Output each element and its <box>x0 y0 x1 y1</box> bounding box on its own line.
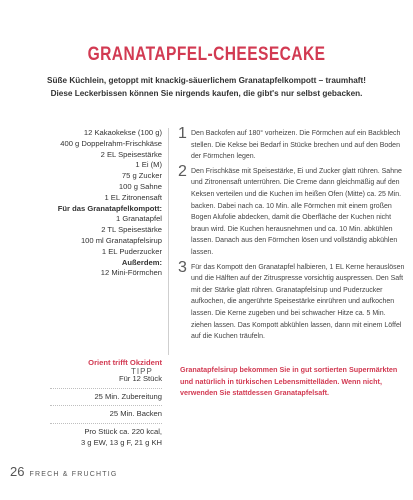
nutrition-info: 3 g EW, 13 g F, 21 g KH <box>80 437 162 447</box>
ingredient-item: 100 g Sahne <box>118 181 162 191</box>
bake-time: 25 Min. Backen <box>109 409 162 419</box>
page-number: 26 <box>10 464 25 479</box>
recipe-intro <box>24 74 389 100</box>
tipp-label: TIPP <box>131 367 153 376</box>
section-name: FRECH & FRUCHTIG <box>29 471 118 478</box>
step-text: Den Frischkäse mit Speisestärke, Ei und Zucker glatt rühren. Sahne und Zitronensaft unterrühren. Die Creme dann gleichmäßig auf den Keksen verteilen und die Kuchen im heißen Ofen (Mitte) ca. 25 Min. backen. Dabei nach ca. 10 Min. alle Förmchen mit einem großen Bogen Alufolie abdecken, damit die Oberfläche der Kuchen nicht braun wird. Die Kuchen herausnehmen und ca. 10 Min. abkühlen lassen. Danach aus den Förmchen lösen und vollständig abkühlen lassen. <box>191 167 402 256</box>
ingredient-item: 12 Mini-Förmchen <box>100 268 162 278</box>
ingredient-item: 2 TL Speisestärke <box>101 225 162 235</box>
step-3 <box>178 258 406 343</box>
ingredient-item: 1 EL Zitronensaft <box>104 192 162 202</box>
ingredient-subheading: Für das Granatapfelkompott: <box>57 203 162 213</box>
ingredient-item: 400 g Doppelrahm-Frischkäse <box>60 138 162 148</box>
step-number: 1 <box>178 125 187 142</box>
intro-line: Diese Leckerbissen können Sie nirgends kaufen, die gibt's nur selbst gebacken. <box>50 89 363 98</box>
step-number: 3 <box>178 258 187 276</box>
ingredient-item: 1 EL Puderzucker <box>101 246 162 256</box>
info-divider <box>50 388 162 389</box>
page-footer <box>10 464 118 479</box>
yield-info: Für 12 Stück <box>118 373 162 383</box>
step-2 <box>178 162 406 259</box>
nutrition-info: Pro Stück ca. 220 kcal, <box>84 427 162 437</box>
ingredient-item: 12 Kakaokekse (100 g) <box>83 128 162 137</box>
step-text: Den Backofen auf 180° vorheizen. Die Förmchen auf ein Backblech stellen. Die Kekse bei Bedarf in Stücke brechen und auf den Boden der Förmchen legen. <box>191 130 401 161</box>
step-text: Für das Kompott den Granatapfel halbieren, 1 EL Kerne herauslösen und die Hälften auf der Zitruspresse vorsichtig auspressen. Den Saft mit der Stärke glatt rühren. Granatapfelsirup und Puderzucker aufkochen, die angerührte Speisestärke einrühren und aufkochen lassen. Die Kerne zugeben und bei schwacher Hitze ca. 5 Min. ziehen lassen. Das Kompott abkühlen lassen, dann mit einem Löffel auf die Kuchen träufeln. <box>191 263 405 341</box>
column-divider <box>168 128 169 355</box>
recipe-steps <box>178 125 406 346</box>
ingredient-subheading: Außerdem: <box>121 257 162 267</box>
ingredient-item: 100 ml Granatapfelsirup <box>80 235 162 245</box>
ingredient-item: 2 EL Speisestärke <box>100 149 162 159</box>
info-divider <box>50 423 162 424</box>
step-number: 2 <box>178 162 187 180</box>
tipp-text: Granatapfelsirup bekommen Sie in gut sortierten Supermärkten und natürlich in türkischen Lebensmittelläden. Wenn nicht, verwenden Sie stattdessen Granatapfelsaft. <box>180 365 398 398</box>
info-divider <box>50 405 162 406</box>
ingredient-list <box>10 128 162 279</box>
intro-line: Süße Küchlein, getoppt mit knackig-säuerlichem Granatapfelkompott – traumhaft! <box>47 76 366 85</box>
ingredient-item: 1 Ei (M) <box>135 160 162 170</box>
step-1 <box>178 125 406 163</box>
ingredient-item: 1 Granatapfel <box>115 214 162 224</box>
recipe-title: GRANATAPFEL-CHEESECAKE <box>87 44 326 65</box>
ingredient-item: 75 g Zucker <box>121 171 162 181</box>
prep-time: 25 Min. Zubereitung <box>94 391 162 401</box>
origin-label: Orient trifft Okzident <box>88 358 162 367</box>
